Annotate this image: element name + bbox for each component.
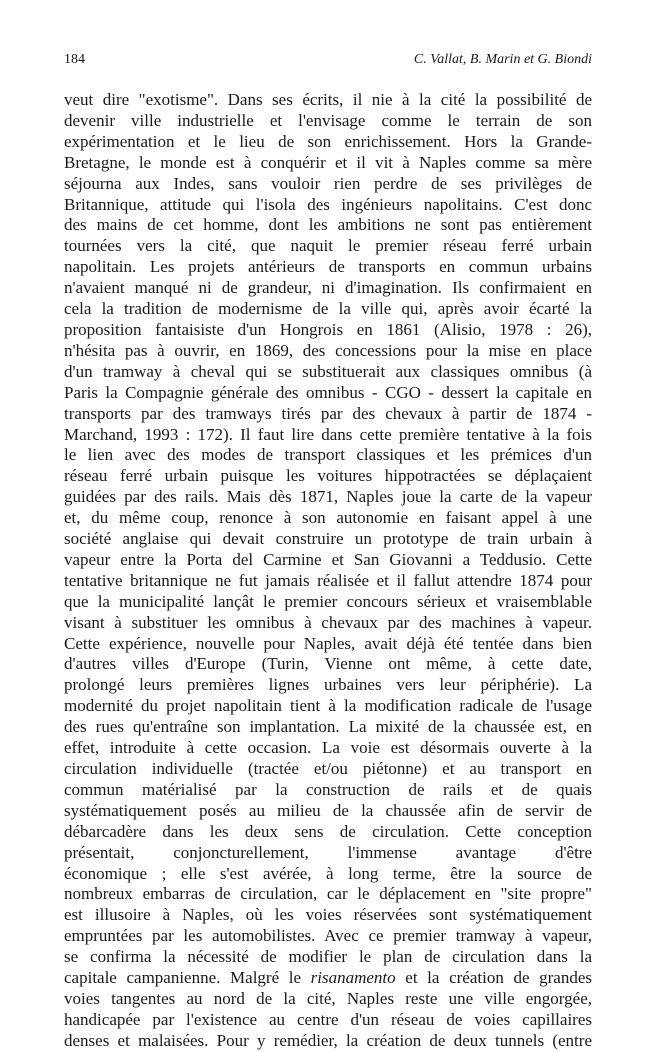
text-line: que la municipalité lançât le premier concours sérieux et vraisemblable xyxy=(64,591,592,611)
text-line: réseau ferré urbain puisque les voitures hippotractées se déplaçaient xyxy=(64,466,592,486)
text-line: n'avaient manqué ni de grandeur, ni d'imagination. Ils confirmaient en xyxy=(64,278,592,298)
text-line: tentative britannique ne fut jamais réalisée et il fallut attendre 1874 pour xyxy=(64,570,592,590)
text-line: et, du même coup, renonce à son autonomie en faisant appel à une xyxy=(64,508,592,528)
text-line: le lien avec des modes de transport classiques et les prémices d'un xyxy=(64,445,592,465)
text-line: n'hésita pas à ouvrir, en 1869, des concessions pour la mise en place xyxy=(64,340,592,360)
text-line: Bretagne, le monde est à conquérir et il vit à Naples comme sa mère xyxy=(64,152,592,172)
text-line: empruntées par les automobilistes. Avec ce premier tramway à vapeur, xyxy=(64,926,592,946)
text-line: Cette expérience, nouvelle pour Naples, avait déjà été tentée dans bien xyxy=(64,633,592,653)
text-line: société anglaise qui devait construire un prototype de train urbain à xyxy=(64,529,592,549)
text-line: proposition fantaisiste d'un Hongrois en 1861 (Alisio, 1978 : 26), xyxy=(64,319,592,339)
text-line: napolitain. Les projets antérieurs de transports en commun urbains xyxy=(64,257,592,277)
text-line: se confirma la nécessité de modifier le plan de circulation dans la xyxy=(64,947,592,967)
page-header xyxy=(64,52,592,72)
text-line: devenir ville industrielle et l'envisage comme le terrain de son xyxy=(64,110,592,130)
text-line: handicapée par l'existence au centre d'un réseau de voies capillaires xyxy=(64,1009,592,1029)
text-line: des rues qu'entraîne son implantation. La mixité de la chaussée est, en xyxy=(64,717,592,737)
text-line: présentait, conjoncturellement, l'immense avantage d'être xyxy=(64,842,592,862)
text-line: d'autres villes d'Europe (Turin, Vienne ont même, à cette date, xyxy=(64,654,592,674)
text-line: circulation individuelle (tractée et/ou piétonne) et au transport en xyxy=(64,759,592,778)
text-line: commun matérialisé par la construction de rails et de quais xyxy=(64,779,592,799)
page-number: 184 xyxy=(64,52,85,67)
text-line: prolongé leurs premières lignes urbaines vers leur périphérie). La xyxy=(64,675,592,695)
text-line: Marchand, 1993 : 172). Il faut lire dans cette première tentative à la fois xyxy=(64,424,592,444)
text-line: modernité du projet napolitain tient à la modification radicale de l'usage xyxy=(64,696,592,716)
text-line: nombreux embarras de circulation, car le déplacement en "site propre" xyxy=(64,884,592,904)
text-line: vapeur entre la Porta del Carmine et San Giovanni a Teddusio. Cette xyxy=(64,549,592,569)
text-line: d'un tramway à cheval qui se substituerait aux classiques omnibus (à xyxy=(64,361,592,381)
running-head: C. Vallat, B. Marin et G. Biondi xyxy=(413,52,592,67)
text-line: tournées vers la cité, que naquit le premier réseau ferré urbain xyxy=(64,236,592,256)
body-paragraph xyxy=(64,90,592,1052)
text-line: capitale campanienne. Malgré le risanamento et la création de grandes xyxy=(64,968,592,988)
text-line: veut dire "exotisme". Dans ses écrits, il nie à la cité la possibilité de xyxy=(64,90,592,109)
text-line: systématiquement posés au milieu de la chaussée afin de servir de xyxy=(64,800,592,820)
italic-term: risanamento xyxy=(310,968,396,988)
text-line: guidées par des rails. Mais dès 1871, Naples joue la carte de la vapeur xyxy=(64,487,592,507)
text-line: effet, introduite à cette occasion. La voie est désormais ouverte à la xyxy=(64,738,592,758)
text-line: des mains de cet homme, dont les ambitions ne sont pas entièrement xyxy=(64,215,592,235)
text-line: voies tangentes au nord de la cité, Naples reste une ville engorgée, xyxy=(64,988,592,1008)
text-line: débarcadère dans les deux sens de circulation. Cette conception xyxy=(64,821,592,841)
text-line: Paris la Compagnie générale des omnibus - CGO - dessert la capitale en xyxy=(64,382,592,402)
text-line: expérimentation et le lieu de son enrichissement. Hors la Grande- xyxy=(64,131,592,151)
text-line: est illusoire à Naples, où les voies réservées sont systématiquement xyxy=(64,905,592,925)
text-line: séjourna aux Indes, sans vouloir rien perdre de ses privilèges de xyxy=(64,173,592,193)
text-line: denses et malaisées. Pour y remédier, la création de deux tunnels (entre xyxy=(64,1030,592,1050)
text-line: Britannique, attitude qui l'isola des ingénieurs napolitains. C'est donc xyxy=(64,194,592,214)
text-line: visant à substituer les omnibus à chevaux par des machines à vapeur. xyxy=(64,612,592,632)
text-line: cela la tradition de modernisme de la ville qui, après avoir écarté la xyxy=(64,299,592,319)
text-line: transports par des tramways tirés par des chevaux à partir de 1874 - xyxy=(64,403,592,423)
text-line: économique ; elle s'est avérée, à long terme, être la source de xyxy=(64,863,592,883)
